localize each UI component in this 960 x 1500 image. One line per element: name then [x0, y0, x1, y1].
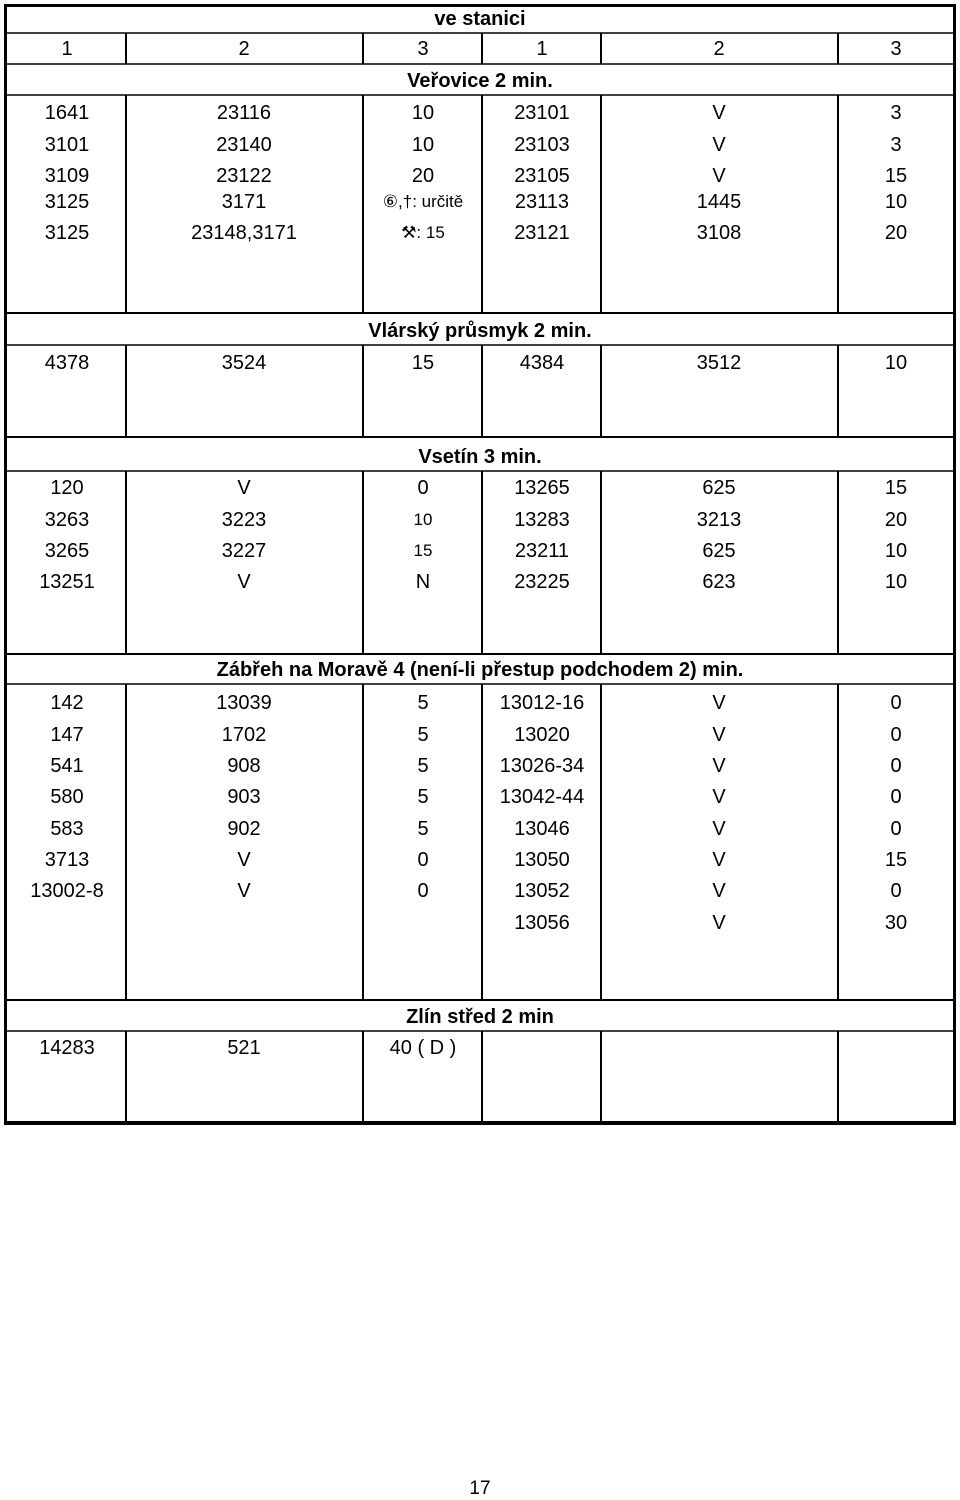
table-cell: V: [237, 849, 251, 871]
table-cell: 13026-34: [499, 755, 585, 777]
table-cell: V: [712, 912, 726, 934]
table-cell: 0: [890, 692, 902, 714]
table-cell: V: [237, 477, 251, 499]
table-cell: 10: [884, 540, 908, 562]
table-cell: V: [712, 692, 726, 714]
table-cell: 3125: [44, 191, 90, 213]
table-cell: 23113: [514, 191, 570, 213]
table-cell: 0: [890, 724, 902, 746]
table-cell: 1445: [696, 191, 742, 213]
table-cell: 3171: [221, 191, 267, 213]
table-cell: 142: [50, 692, 84, 714]
table-cell: 10: [884, 191, 908, 213]
table-cell: 5: [417, 724, 429, 746]
column-number: 1: [61, 38, 73, 60]
table-cell: 15: [884, 849, 908, 871]
table-cell: V: [712, 786, 726, 808]
table-cell: 3223: [221, 509, 267, 531]
table-cell: 40 ( D ): [389, 1037, 457, 1059]
column-number: 3: [417, 38, 429, 60]
table-cell: 23103: [514, 134, 570, 156]
table-cell: 623: [702, 571, 736, 593]
table-cell: 13046: [514, 818, 570, 840]
section-title: Vsetín 3 min.: [418, 446, 542, 468]
table-cell: 3125: [44, 222, 90, 244]
table-cell: 3512: [696, 352, 742, 374]
table-cell: 10: [411, 102, 435, 124]
table-cell: 0: [890, 818, 902, 840]
table-cell: 625: [702, 477, 736, 499]
table-cell: 23211: [514, 540, 570, 562]
table-cell: 0: [417, 849, 429, 871]
table-cell: 23225: [514, 571, 570, 593]
section-title: Zábřeh na Moravě 4 (není-li přestup podchodem 2) min.: [216, 659, 744, 681]
table-cell: 13042-44: [499, 786, 585, 808]
table-cell: 13251: [39, 571, 95, 593]
table-cell: 120: [50, 477, 84, 499]
table-cell: 14283: [39, 1037, 95, 1059]
table-cell: ⚒: 15: [401, 223, 445, 242]
table-cell: V: [712, 849, 726, 871]
table-cell: V: [712, 755, 726, 777]
table-cell: 583: [50, 818, 84, 840]
table-cell: 13265: [514, 477, 570, 499]
table-cell: V: [237, 880, 251, 902]
table-cell: 3263: [44, 509, 90, 531]
table-cell: 903: [227, 786, 261, 808]
table-cell: V: [712, 134, 726, 156]
table-cell: 3109: [44, 165, 90, 187]
page-number: 17: [469, 1478, 491, 1499]
table-cell: 541: [50, 755, 84, 777]
column-number: 1: [536, 38, 548, 60]
table-cell: 20: [884, 509, 908, 531]
table-cell: 20: [884, 222, 908, 244]
table-cell: 13039: [216, 692, 272, 714]
table-cell: V: [712, 165, 726, 187]
table-cell: V: [712, 880, 726, 902]
table-cell: 902: [227, 818, 261, 840]
table-cell: 10: [413, 510, 433, 529]
column-number: 2: [238, 38, 250, 60]
table-cell: 10: [884, 571, 908, 593]
table-cell: 0: [417, 880, 429, 902]
table-cell: 5: [417, 755, 429, 777]
table-cell: 13002-8: [30, 880, 104, 902]
table-cell: V: [712, 724, 726, 746]
table-cell: V: [712, 818, 726, 840]
table-cell: ⑥,†: určitě: [382, 192, 464, 211]
table-cell: 0: [890, 786, 902, 808]
table-cell: 5: [417, 692, 429, 714]
table-cell: 10: [884, 352, 908, 374]
table-cell: 0: [417, 477, 429, 499]
table-cell: 908: [227, 755, 261, 777]
table-cell: 0: [890, 880, 902, 902]
table-cell: 5: [417, 786, 429, 808]
table-cell: 3108: [696, 222, 742, 244]
table-cell: 3524: [221, 352, 267, 374]
table-cell: 13020: [514, 724, 570, 746]
table-cell: 23105: [514, 165, 570, 187]
header-title: ve stanici: [434, 8, 526, 30]
table-cell: 4378: [44, 352, 90, 374]
table-cell: 13050: [514, 849, 570, 871]
section-title: Zlín střed 2 min: [406, 1006, 554, 1028]
table-cell: 3227: [221, 540, 267, 562]
table-cell: 3713: [44, 849, 90, 871]
column-number: 2: [713, 38, 725, 60]
table-cell: 15: [411, 352, 435, 374]
table-cell: 147: [50, 724, 84, 746]
table-cell: 521: [227, 1037, 261, 1059]
table-cell: 30: [884, 912, 908, 934]
table-cell: 580: [50, 786, 84, 808]
table-cell: 13012-16: [499, 692, 585, 714]
table-cell: 5: [417, 818, 429, 840]
table-cell: 23116: [216, 102, 272, 124]
table-cell: N: [415, 571, 431, 593]
table-cell: 4384: [519, 352, 565, 374]
table-cell: 20: [411, 165, 435, 187]
table-cell: 13052: [514, 880, 570, 902]
table-cell: 3: [890, 134, 902, 156]
table-cell: 23101: [514, 102, 570, 124]
table-cell: 1702: [221, 724, 267, 746]
table-cell: 3: [890, 102, 902, 124]
table-cell: V: [712, 102, 726, 124]
section-title: Veřovice 2 min.: [407, 70, 553, 92]
table-cell: 15: [884, 165, 908, 187]
table-cell: 625: [702, 540, 736, 562]
table-cell: 13283: [514, 509, 570, 531]
table-cell: 3213: [696, 509, 742, 531]
table-cell: 23121: [514, 222, 570, 244]
table-cell: 15: [884, 477, 908, 499]
table-cell: V: [237, 571, 251, 593]
table-cell: 23148,3171: [191, 222, 297, 244]
table-cell: 13056: [514, 912, 570, 934]
table-cell: 1641: [44, 102, 90, 124]
column-number: 3: [890, 38, 902, 60]
table-cell: 3101: [44, 134, 90, 156]
table-cell: 23140: [216, 134, 272, 156]
table-cell: 0: [890, 755, 902, 777]
table-cell: 15: [413, 541, 433, 560]
table-cell: 10: [411, 134, 435, 156]
table-cell: 23122: [216, 165, 272, 187]
section-title: Vlárský průsmyk 2 min.: [368, 320, 592, 342]
table-cell: 3265: [44, 540, 90, 562]
